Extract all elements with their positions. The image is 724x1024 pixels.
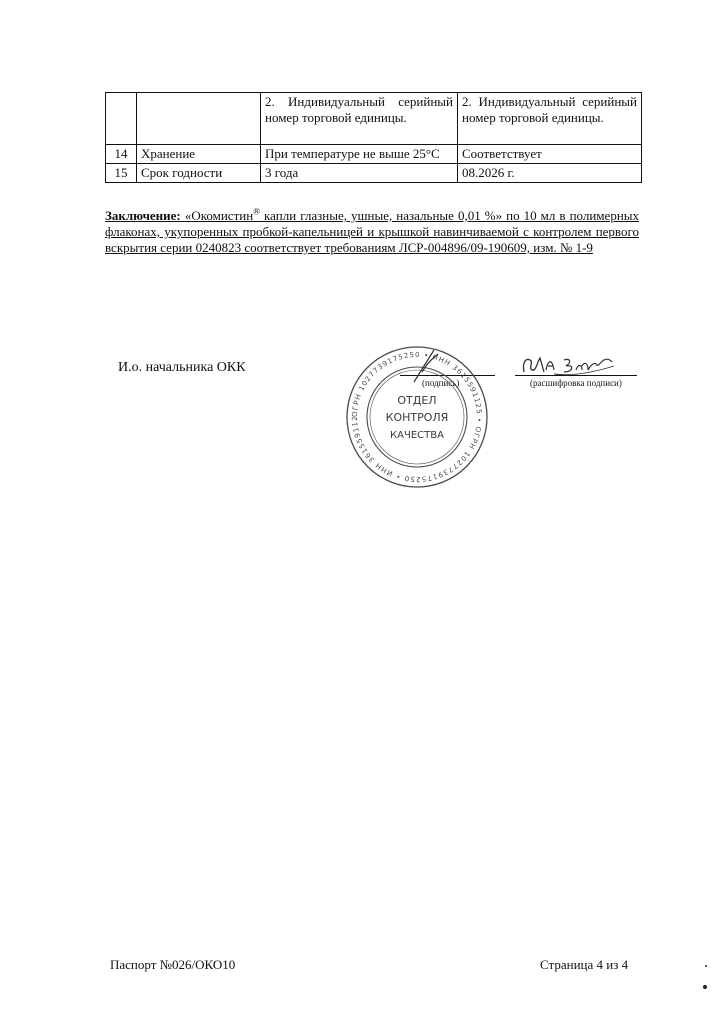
row-parameter <box>137 93 261 145</box>
signature-caption: (подпись) <box>422 378 460 388</box>
row-requirement: При температуре не выше 25°С <box>261 145 458 164</box>
conclusion-paragraph <box>105 208 639 256</box>
registered-mark: ® <box>253 206 261 217</box>
quality-control-stamp <box>342 342 492 492</box>
row-number: 14 <box>106 145 137 164</box>
signatory-position: И.о. начальника ОКК <box>118 360 246 375</box>
table-row <box>106 93 642 145</box>
row-parameter: Срок годности <box>137 164 261 183</box>
passport-number: Паспорт №026/ОКО10 <box>110 957 236 972</box>
conclusion-label: Заключение: <box>105 208 181 223</box>
row-parameter: Хранение <box>137 145 261 164</box>
row-requirement: 3 года <box>261 164 458 183</box>
row-result: 08.2026 г. <box>458 164 642 183</box>
scan-speck <box>705 965 707 967</box>
row-number <box>106 93 137 145</box>
specification-table <box>105 92 642 183</box>
row-requirement: 2. Индивидуальный серийный номер торговой единицы. <box>261 93 458 145</box>
row-number: 15 <box>106 164 137 183</box>
stamp-line: КОНТРОЛЯ <box>385 411 449 424</box>
conclusion-text: капли глазные, ушные, назальные 0,01 %» по 10 мл в полимерных флаконах, укупоренных пробкой-капельницей и крышкой навинчиваемой с контролем первого вскрытия серии 0240823 соответствует требованиям ЛСР-004896/09-190609, изм. № 1-9 <box>105 208 640 255</box>
row-result: 2. Индивидуальный серийный номер торговой единицы. <box>458 93 642 145</box>
conclusion-product: «Окомистин <box>184 208 254 223</box>
scan-speck <box>703 985 707 989</box>
table-row <box>106 164 642 183</box>
table-row <box>106 145 642 164</box>
row-result: Соответствует <box>458 145 642 164</box>
decryption-caption: (расшифровка подписи) <box>530 378 622 388</box>
stamp-ring-text: ОГРН 1027739175250 • ИНН 3615591125 • ОГРН 1027739175250 • ИНН 361559112 <box>350 350 484 484</box>
stamp-line: КАЧЕСТВА <box>390 430 444 441</box>
handwritten-signature <box>518 352 618 378</box>
page-number: Страница 4 из 4 <box>540 957 629 972</box>
stamp-line: ОТДЕЛ <box>397 394 437 407</box>
